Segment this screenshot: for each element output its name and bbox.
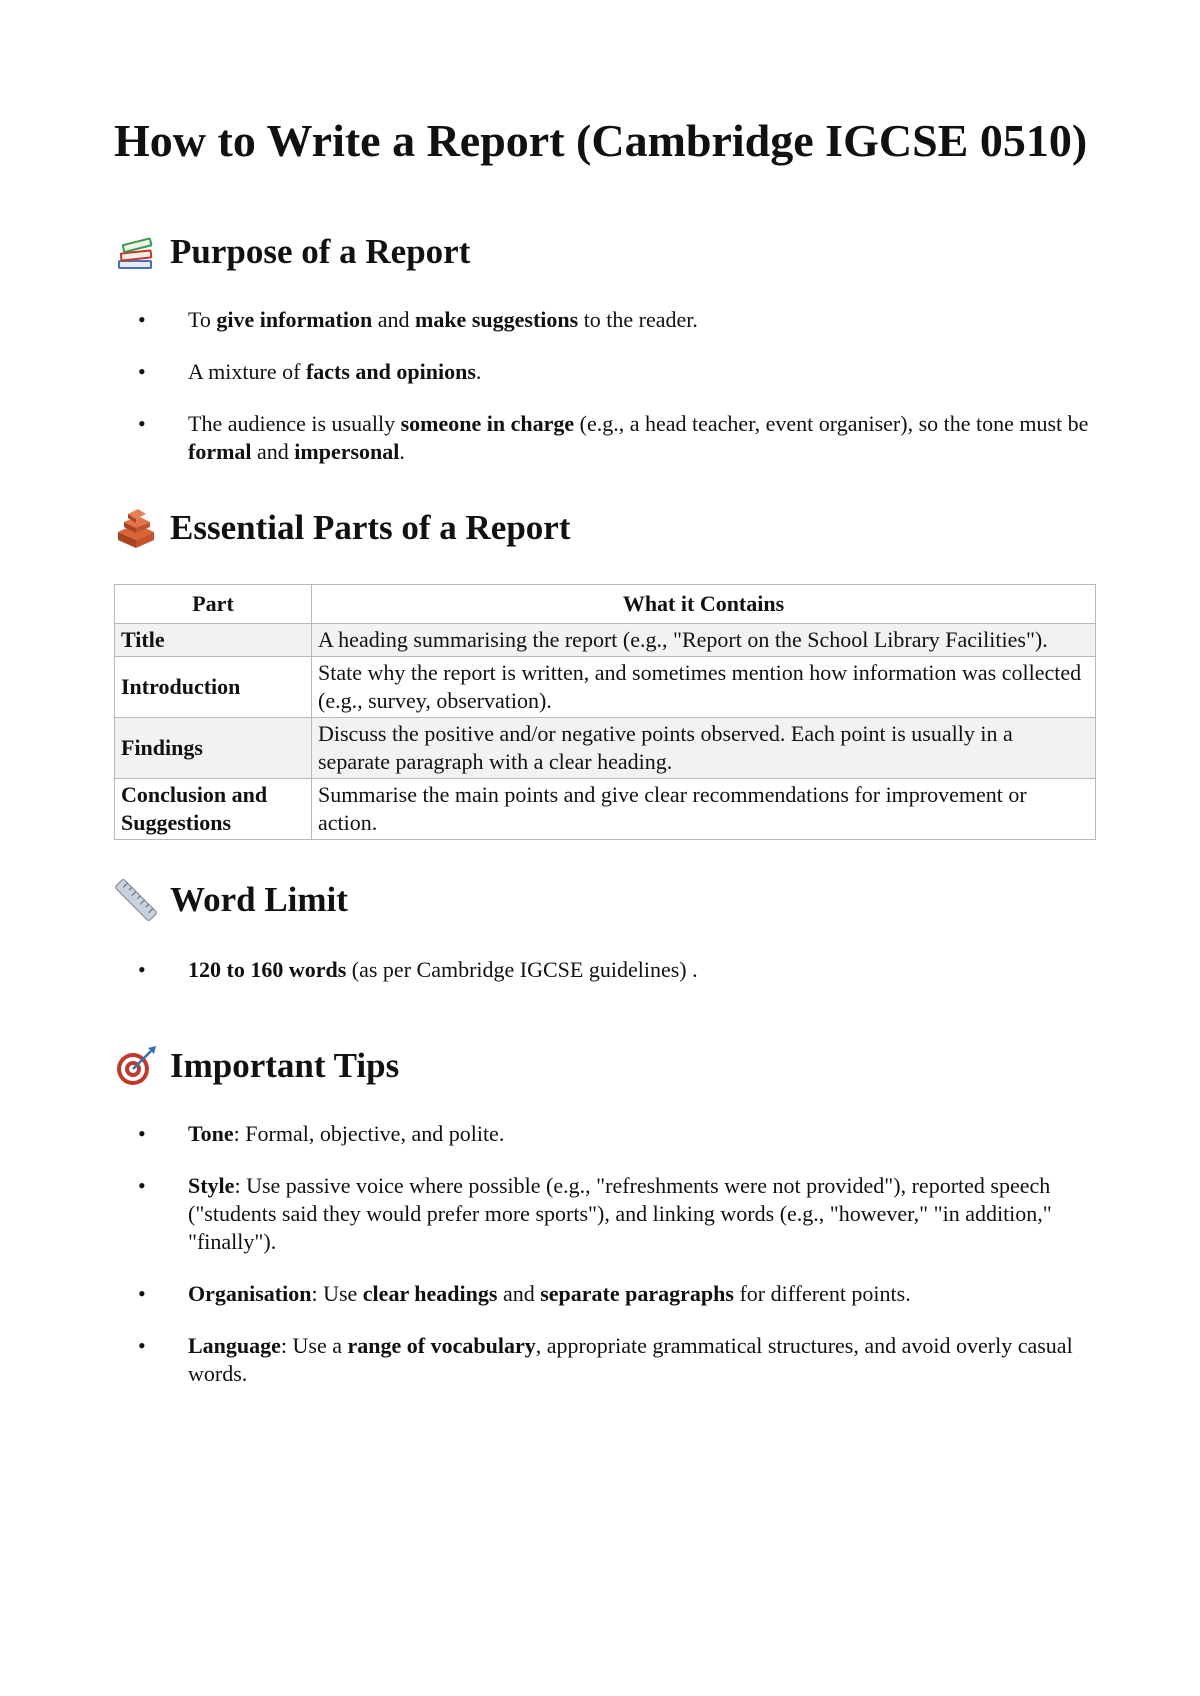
cell-part: Conclusion and Suggestions xyxy=(115,779,312,840)
list-item xyxy=(114,358,1096,386)
section-heading-purpose xyxy=(114,230,1096,274)
text-run: to the reader. xyxy=(578,307,698,332)
bullet-icon: • xyxy=(138,1173,146,1198)
bold-text: impersonal xyxy=(294,439,400,464)
bold-text: give information xyxy=(216,307,373,332)
ruler-icon xyxy=(114,878,158,922)
section-word-limit xyxy=(114,878,1096,984)
bullet-icon: • xyxy=(138,1281,146,1306)
text-run: . xyxy=(399,439,405,464)
table-row xyxy=(115,718,1096,779)
parts-table xyxy=(114,584,1096,840)
section-heading-tips xyxy=(114,1044,1096,1088)
bold-text: formal xyxy=(188,439,252,464)
list-item xyxy=(114,956,1096,984)
bold-text: Organisation xyxy=(188,1281,312,1306)
bullet-icon: • xyxy=(138,307,146,332)
bold-text: facts and opinions xyxy=(305,359,476,384)
table-header-row xyxy=(115,585,1096,624)
cell-contains: A heading summarising the report (e.g., "Report on the School Library Facilities"). xyxy=(312,624,1096,657)
bricks-icon xyxy=(114,506,158,550)
table-row xyxy=(115,779,1096,840)
list-item xyxy=(114,1172,1096,1256)
list-item xyxy=(114,1280,1096,1308)
text-run: and xyxy=(251,439,295,464)
cell-contains: State why the report is written, and sometimes mention how information was collected (e.g., survey, observation). xyxy=(312,657,1096,718)
bold-text: 120 to 160 words xyxy=(188,957,347,982)
bullet-icon: • xyxy=(138,411,146,436)
bold-text: make suggestions xyxy=(415,307,579,332)
word-limit-list xyxy=(114,956,1096,984)
section-heading-word-limit xyxy=(114,878,1096,922)
text-run: : Use xyxy=(311,1281,363,1306)
list-item xyxy=(114,306,1096,334)
bullet-icon: • xyxy=(138,957,146,982)
page-title: How to Write a Report (Cambridge IGCSE 0510) xyxy=(114,115,1088,166)
text-run: for different points. xyxy=(733,1281,911,1306)
text-run: : Use passive voice where possible (e.g., "refreshments were not provided"), reported speech ("students said they would prefer more sports"), and linking words (e.g., "however," "in addition," "finally"). xyxy=(188,1173,1052,1254)
bold-text: range of vocabulary xyxy=(347,1333,536,1358)
section-heading-text: Word Limit xyxy=(170,880,348,919)
text-run: : Formal, objective, and polite. xyxy=(233,1121,505,1146)
section-purpose xyxy=(114,230,1096,466)
table-row xyxy=(115,657,1096,718)
bold-text: Language xyxy=(188,1333,281,1358)
section-heading-parts xyxy=(114,506,1096,550)
section-heading-text: Essential Parts of a Report xyxy=(170,508,571,547)
purpose-list xyxy=(114,306,1096,466)
books-icon xyxy=(114,230,158,274)
text-run: . xyxy=(475,359,482,384)
cell-part: Findings xyxy=(115,718,312,779)
cell-part: Title xyxy=(115,624,312,657)
bullet-icon: • xyxy=(138,359,146,384)
target-icon xyxy=(114,1044,158,1088)
text-run: and xyxy=(372,307,415,332)
section-heading-text: Purpose of a Report xyxy=(170,232,471,271)
table-row xyxy=(115,624,1096,657)
text-run: (e.g., a head teacher, event organiser), so the tone must be xyxy=(574,411,1089,436)
document-page xyxy=(114,110,1096,1412)
text-run: : Use a xyxy=(280,1333,348,1358)
list-item xyxy=(114,1332,1096,1388)
section-heading-text: Important Tips xyxy=(170,1046,400,1085)
section-tips xyxy=(114,1044,1096,1388)
cell-part: Introduction xyxy=(115,657,312,718)
bold-text: Style xyxy=(188,1173,235,1198)
cell-contains: Discuss the positive and/or negative points observed. Each point is usually in a separate paragraph with a clear heading. xyxy=(312,718,1096,779)
section-parts xyxy=(114,506,1096,840)
tips-list xyxy=(114,1120,1096,1388)
text-run: and xyxy=(497,1281,541,1306)
bold-text: someone in charge xyxy=(400,411,575,436)
text-run: To xyxy=(188,307,217,332)
text-run: , appropriate grammatical structures, and avoid overly casual words. xyxy=(188,1333,1073,1386)
text-run: (as per Cambridge IGCSE guidelines) . xyxy=(346,957,698,982)
bullet-icon: • xyxy=(138,1121,146,1146)
cell-contains: Summarise the main points and give clear recommendations for improvement or action. xyxy=(312,779,1096,840)
bullet-icon: • xyxy=(138,1333,146,1358)
bold-text: clear headings xyxy=(362,1281,498,1306)
bold-text: separate paragraphs xyxy=(540,1281,734,1306)
list-item xyxy=(114,1120,1096,1148)
column-header-contains: What it Contains xyxy=(312,585,1096,624)
column-header-part: Part xyxy=(115,585,312,624)
text-run: The audience is usually xyxy=(188,411,401,436)
list-item xyxy=(114,410,1096,466)
text-run: A mixture of xyxy=(188,359,306,384)
bold-text: Tone xyxy=(188,1121,234,1146)
